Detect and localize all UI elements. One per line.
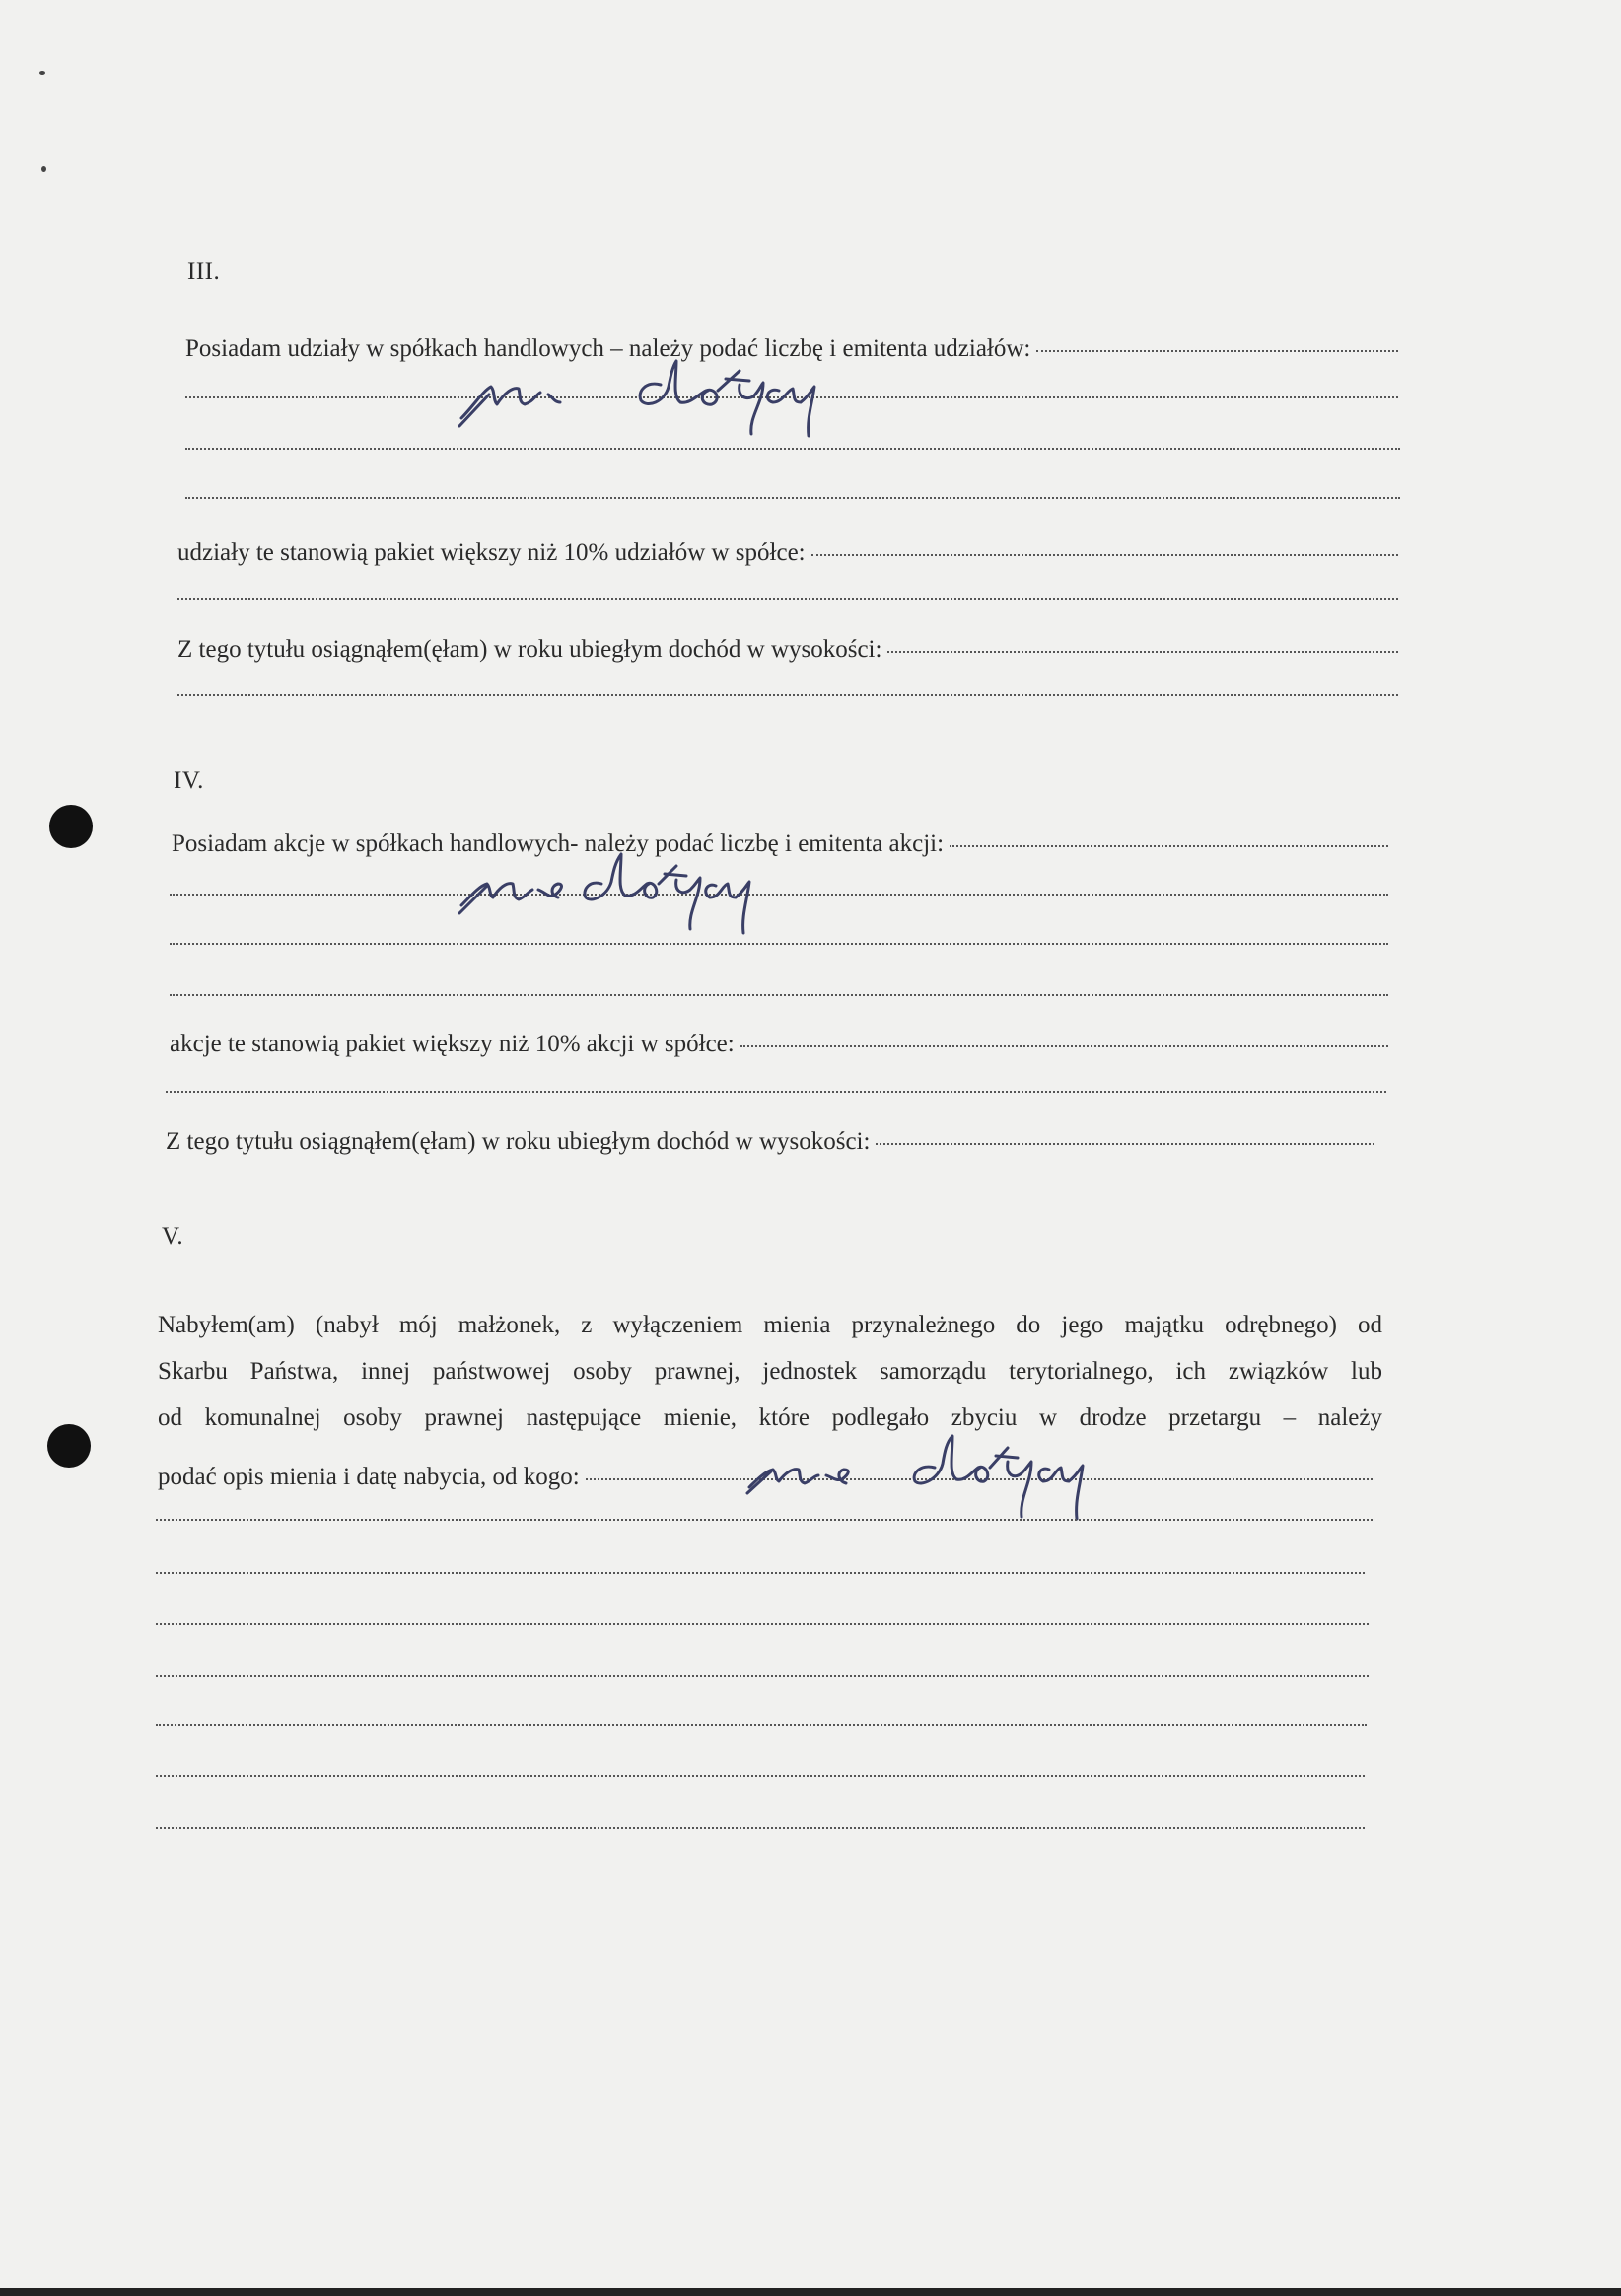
fill-line (156, 1775, 1365, 1777)
section-3-income-row (177, 636, 1398, 664)
fill-line (1036, 350, 1398, 352)
section-3-shares-row (185, 335, 1398, 363)
section-4-over10-row (170, 1031, 1388, 1058)
fill-line (170, 943, 1388, 945)
section-4-stocks-row (172, 830, 1388, 858)
section-5-paragraph-line: Nabyłem(am) (nabył mój małżonek, z wyłączeniem mienia przynależnego do jego majątku odrębnego) od (158, 1312, 1382, 1338)
fill-line (811, 554, 1398, 556)
fill-line (156, 1572, 1365, 1574)
scan-speck (39, 71, 45, 75)
section-4-income-row (166, 1128, 1374, 1156)
fill-line (156, 1827, 1365, 1829)
scan-speck (41, 166, 46, 172)
section-4-income-text: Z tego tytułu osiągnąłem(ęłam) w roku ubiegłym dochód w wysokości: (166, 1128, 871, 1155)
fill-line (185, 448, 1400, 450)
fill-line (156, 1675, 1369, 1677)
fill-line (170, 894, 1388, 896)
section-5-label: V. (162, 1223, 184, 1250)
fill-line (185, 396, 1398, 398)
fill-line (876, 1143, 1374, 1145)
fill-line (156, 1623, 1369, 1625)
binder-hole (49, 805, 93, 848)
fill-line (887, 651, 1398, 653)
section-4-stocks-text: Posiadam akcje w spółkach handlowych- należy podać liczbę i emitenta akcji: (172, 830, 945, 857)
section-3-over10-row (177, 539, 1398, 567)
scan-bottom-edge (0, 2288, 1621, 2296)
fill-line (156, 1724, 1367, 1726)
section-4-over10-text: akcje te stanowią pakiet większy niż 10% akcji w spółce: (170, 1031, 735, 1057)
fill-line (740, 1045, 1388, 1047)
section-3-over10-text: udziały te stanowią pakiet większy niż 10% udziałów w spółce: (177, 539, 806, 566)
section-3-label: III. (187, 258, 221, 285)
handwritten-nie-dotyczy-signature (454, 357, 887, 446)
section-5-paragraph (158, 1302, 1382, 1441)
fill-line (170, 994, 1388, 996)
section-5-acquisition-text: podać opis mienia i datę nabycia, od kogo: (158, 1464, 580, 1490)
section-3-income-text: Z tego tytułu osiągnąłem(ęłam) w roku ubiegłym dochód w wysokości: (177, 636, 882, 663)
fill-line (177, 694, 1398, 696)
fill-line (177, 598, 1398, 600)
fill-line (156, 1519, 1373, 1521)
binder-hole (47, 1424, 91, 1468)
section-3-shares-text: Posiadam udziały w spółkach handlowych – należy podać liczbę i emitenta udziałów: (185, 335, 1031, 362)
fill-line (950, 845, 1388, 847)
section-4-label: IV. (174, 767, 204, 794)
fill-line (166, 1091, 1386, 1093)
section-5-acquisition-row (158, 1464, 1373, 1491)
handwritten-nie-dotyczy-signature (454, 850, 809, 949)
section-5-paragraph-line: Skarbu Państwa, innej państwowej osoby prawnej, jednostek samorządu terytorialnego, ich związków lub (158, 1358, 1382, 1385)
fill-line (586, 1478, 1373, 1480)
fill-line (185, 497, 1400, 499)
section-5-paragraph-line: od komunalnej osoby prawnej następujące mienie, które podlegało zbyciu w drodze przetargu – należy (158, 1404, 1382, 1431)
